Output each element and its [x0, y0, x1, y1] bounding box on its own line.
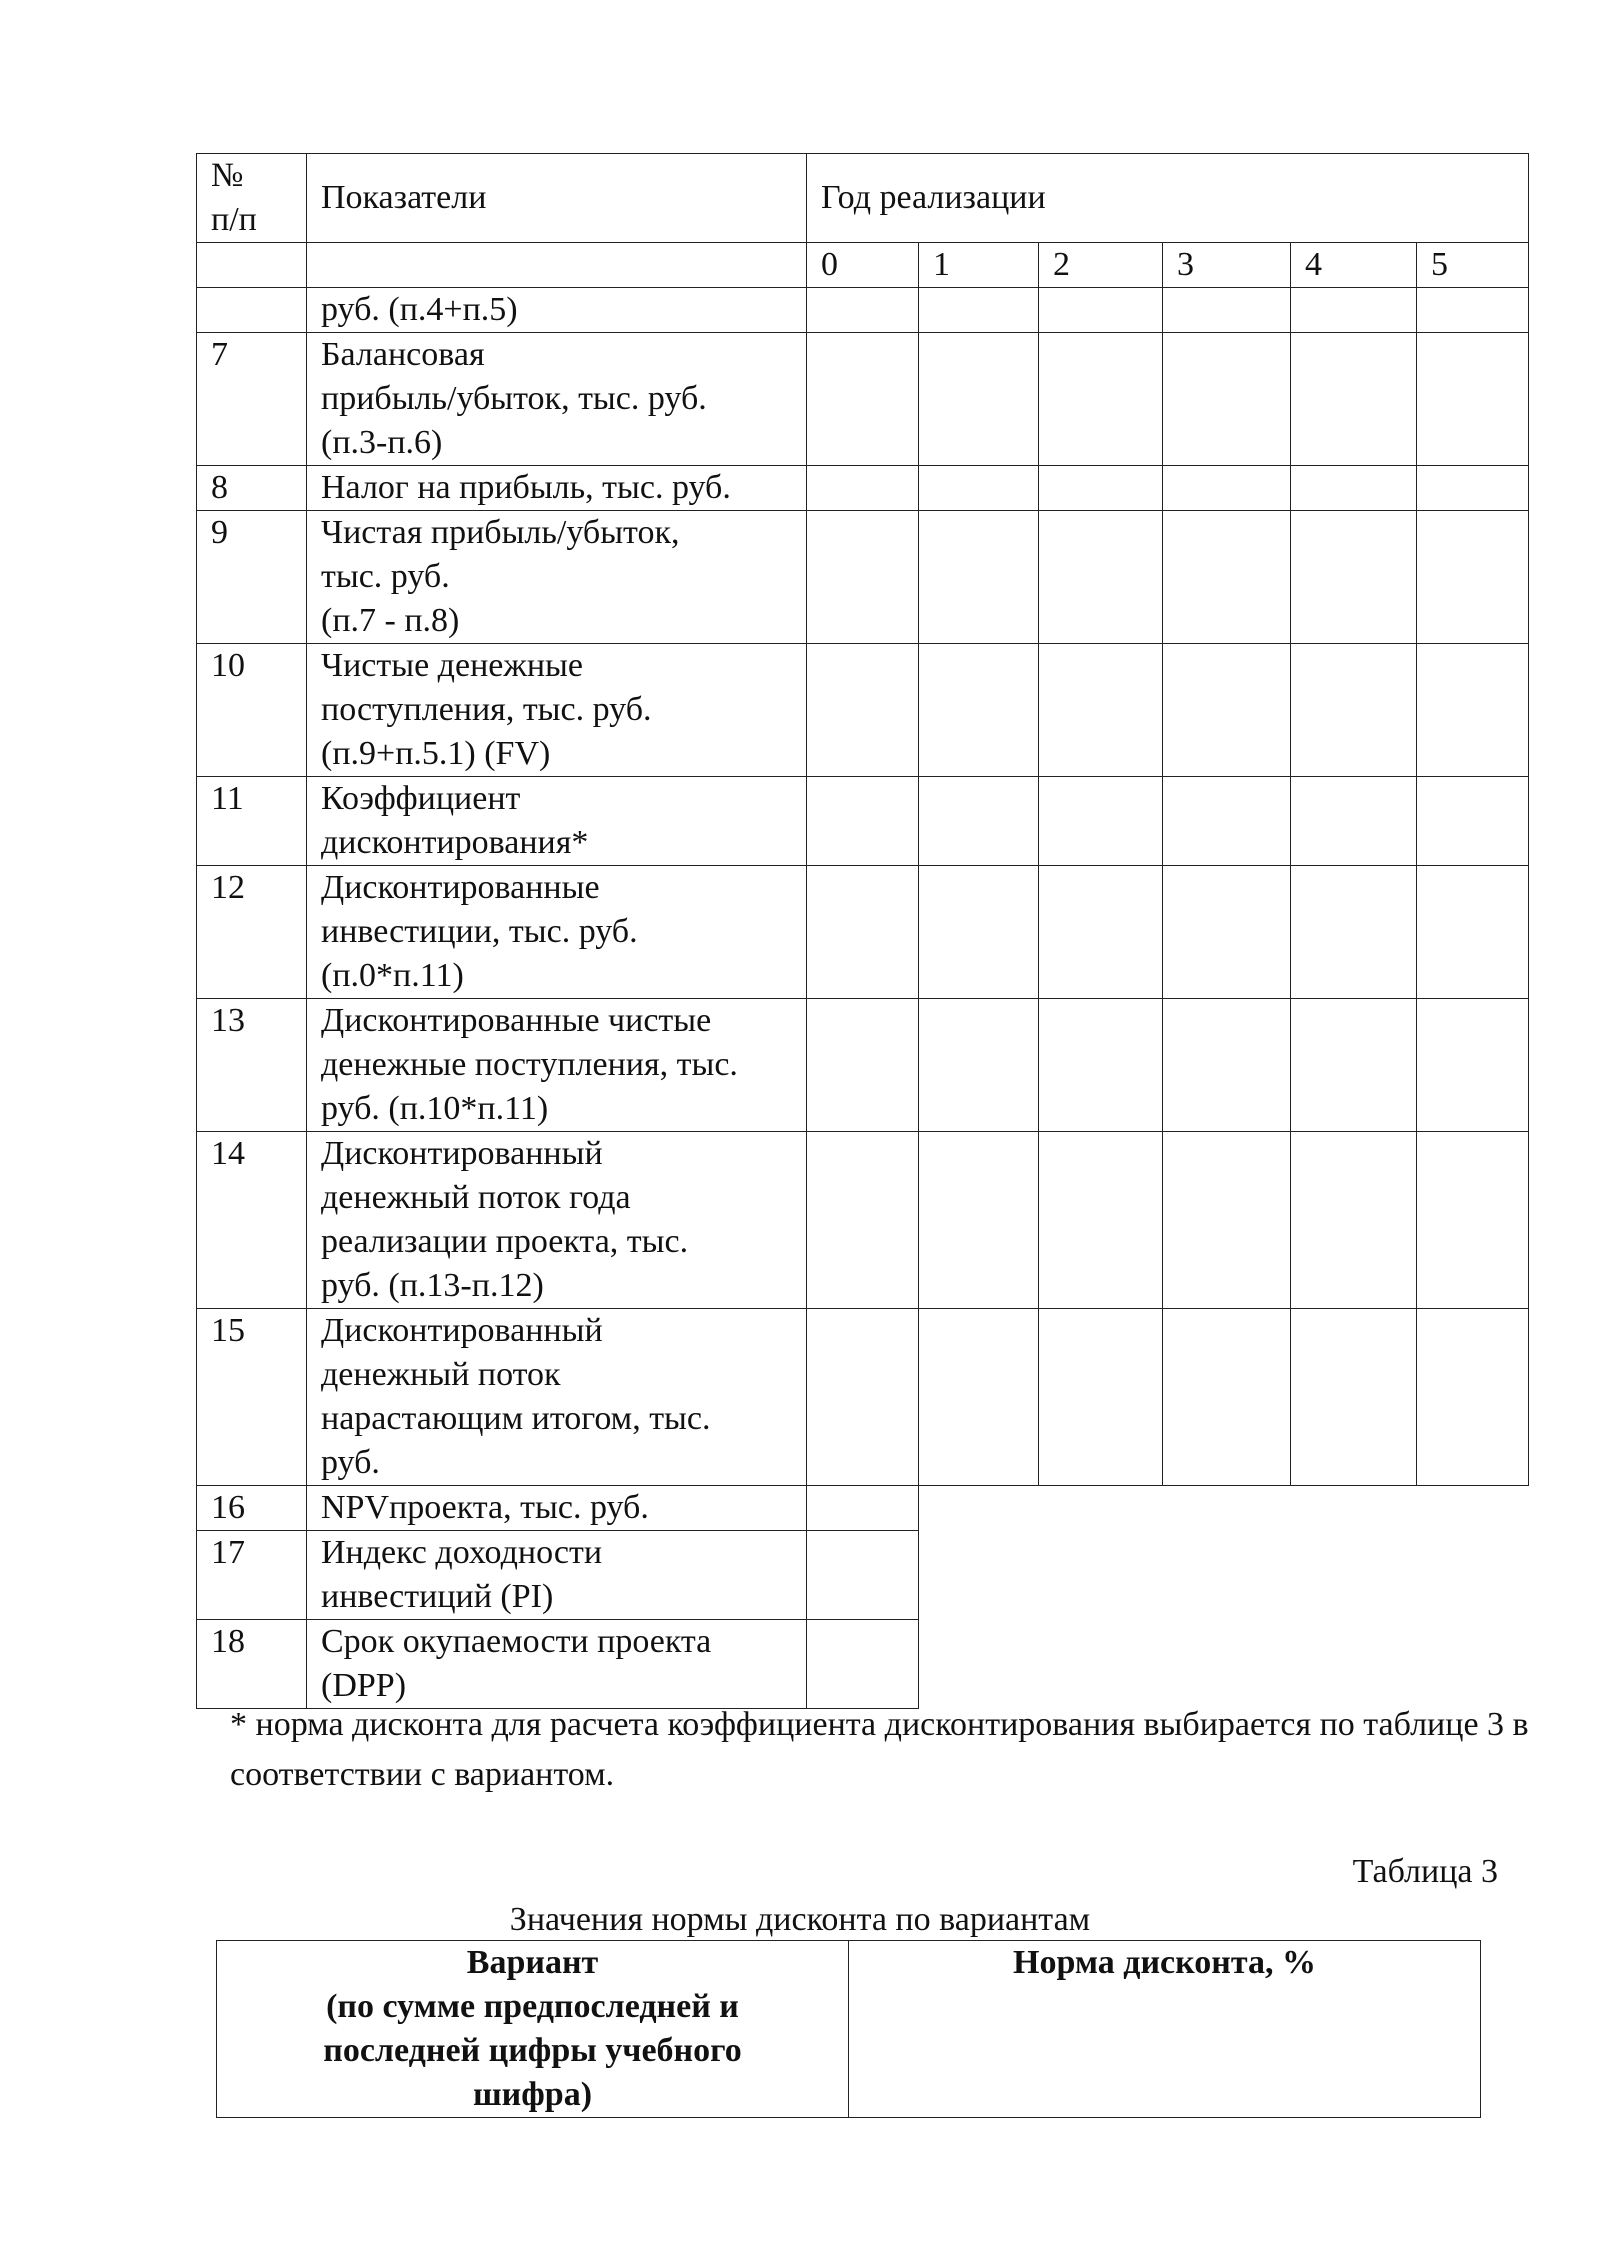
value-cell [919, 333, 1039, 466]
row-label: Чистая прибыль/убыток, тыс. руб. (п.7 - п.8) [307, 511, 807, 644]
value-cell [807, 999, 919, 1132]
value-cell [1417, 333, 1529, 466]
row-number: 10 [197, 644, 307, 777]
header-indicator: Показатели [307, 154, 807, 243]
header-year: Год реализации [807, 154, 1529, 243]
table-row [217, 1941, 1481, 2118]
value-cell [1163, 333, 1291, 466]
value-cell [1291, 288, 1417, 333]
value-cell [1039, 1132, 1163, 1309]
value-cell [1163, 466, 1291, 511]
value-cell [1039, 511, 1163, 644]
value-cell [1163, 1309, 1291, 1486]
year-cell: 0 [807, 243, 919, 288]
table-row [197, 1132, 1529, 1309]
table-row [197, 1486, 1529, 1531]
table-row [197, 866, 1529, 999]
value-cell [807, 1132, 919, 1309]
year-cell: 4 [1291, 243, 1417, 288]
value-cell [1039, 644, 1163, 777]
row-number: 13 [197, 999, 307, 1132]
value-cell [1291, 466, 1417, 511]
value-cell [1039, 333, 1163, 466]
value-cell [1039, 866, 1163, 999]
value-cell [1163, 644, 1291, 777]
row-number: 9 [197, 511, 307, 644]
table-row [197, 333, 1529, 466]
table-title: Значения нормы дисконта по вариантам [509, 1901, 1091, 1938]
row-label: Дисконтированные инвестиции, тыс. руб. (п.0*п.11) [307, 866, 807, 999]
value-cell [919, 999, 1039, 1132]
row-number [197, 288, 307, 333]
value-cell [1163, 999, 1291, 1132]
value-cell [1417, 1309, 1529, 1486]
value-cell [1291, 511, 1417, 644]
value-cell [919, 466, 1039, 511]
value-cell [1291, 644, 1417, 777]
value-cell [919, 1132, 1039, 1309]
row-number: 15 [197, 1309, 307, 1486]
value-cell [807, 1531, 919, 1620]
header-blank [307, 243, 807, 288]
empty-area [919, 1486, 1529, 1531]
table-row [197, 777, 1529, 866]
value-cell [1163, 777, 1291, 866]
table-row [197, 1531, 1529, 1620]
value-cell [807, 866, 919, 999]
value-cell [807, 333, 919, 466]
value-cell [1417, 288, 1529, 333]
header-num: № п/п [197, 154, 307, 243]
empty-area [919, 1620, 1529, 1709]
row-number: 18 [197, 1620, 307, 1709]
value-cell [1417, 1132, 1529, 1309]
year-cell: 5 [1417, 243, 1529, 288]
table-header-row [197, 154, 1529, 243]
row-number: 17 [197, 1531, 307, 1620]
row-label: Индекс доходности инвестиций (PI) [307, 1531, 807, 1620]
table-year-row [197, 243, 1529, 288]
value-cell [919, 288, 1039, 333]
value-cell [1291, 999, 1417, 1132]
row-number: 12 [197, 866, 307, 999]
header-blank [197, 243, 307, 288]
empty-area [919, 1531, 1529, 1620]
value-cell [1163, 511, 1291, 644]
value-cell [1417, 999, 1529, 1132]
value-cell [919, 777, 1039, 866]
row-number: 11 [197, 777, 307, 866]
value-cell [919, 644, 1039, 777]
row-label: Налог на прибыль, тыс. руб. [307, 466, 807, 511]
value-cell [1039, 777, 1163, 866]
row-label: Чистые денежные поступления, тыс. руб. (п.9+п.5.1) (FV) [307, 644, 807, 777]
year-cell: 3 [1163, 243, 1291, 288]
table-caption: Таблица 3 [1352, 1853, 1498, 1890]
row-number: 14 [197, 1132, 307, 1309]
value-cell [1291, 333, 1417, 466]
row-number: 7 [197, 333, 307, 466]
value-cell [1417, 777, 1529, 866]
value-cell [1417, 644, 1529, 777]
row-label: Дисконтированный денежный поток года реализации проекта, тыс. руб. (п.13-п.12) [307, 1132, 807, 1309]
value-cell [807, 1486, 919, 1531]
row-number: 8 [197, 466, 307, 511]
table-row [197, 1620, 1529, 1709]
value-cell [1417, 511, 1529, 644]
value-cell [1291, 1132, 1417, 1309]
value-cell [807, 511, 919, 644]
discount-rate-table [216, 1940, 1481, 2118]
footnote: * норма дисконта для расчета коэффициента дисконтирования выбирается по таблице 3 в соответствии с вариантом. [230, 1706, 1529, 1793]
row-label: Балансовая прибыль/убыток, тыс. руб. (п.3-п.6) [307, 333, 807, 466]
value-cell [807, 777, 919, 866]
value-cell [1039, 288, 1163, 333]
value-cell [807, 644, 919, 777]
value-cell [807, 1309, 919, 1486]
value-cell [1039, 466, 1163, 511]
value-cell [1039, 999, 1163, 1132]
row-label: руб. (п.4+п.5) [307, 288, 807, 333]
value-cell [807, 288, 919, 333]
variant-header: Вариант (по сумме предпоследней и последней цифры учебного шифра) [217, 1941, 849, 2118]
value-cell [1163, 1132, 1291, 1309]
table-row [197, 999, 1529, 1132]
value-cell [1291, 777, 1417, 866]
value-cell [1291, 1309, 1417, 1486]
value-cell [919, 1309, 1039, 1486]
value-cell [1417, 466, 1529, 511]
value-cell [1163, 288, 1291, 333]
table-row [197, 1309, 1529, 1486]
table-row [197, 288, 1529, 333]
value-cell [1291, 866, 1417, 999]
row-number: 16 [197, 1486, 307, 1531]
row-label: Срок окупаемости проекта (DPP) [307, 1620, 807, 1709]
value-cell [1163, 866, 1291, 999]
row-label: Коэффициент дисконтирования* [307, 777, 807, 866]
table-row [197, 511, 1529, 644]
row-label: NPVпроекта, тыс. руб. [307, 1486, 807, 1531]
rate-header: Норма дисконта, % [849, 1941, 1481, 2118]
value-cell [919, 866, 1039, 999]
value-cell [807, 466, 919, 511]
cash-flow-table [196, 153, 1529, 1709]
year-cell: 1 [919, 243, 1039, 288]
value-cell [1039, 1309, 1163, 1486]
year-cell: 2 [1039, 243, 1163, 288]
value-cell [1417, 866, 1529, 999]
value-cell [807, 1620, 919, 1709]
table-row [197, 644, 1529, 777]
row-label: Дисконтированные чистые денежные поступления, тыс. руб. (п.10*п.11) [307, 999, 807, 1132]
row-label: Дисконтированный денежный поток нарастающим итогом, тыс. руб. [307, 1309, 807, 1486]
table-row [197, 466, 1529, 511]
value-cell [919, 511, 1039, 644]
